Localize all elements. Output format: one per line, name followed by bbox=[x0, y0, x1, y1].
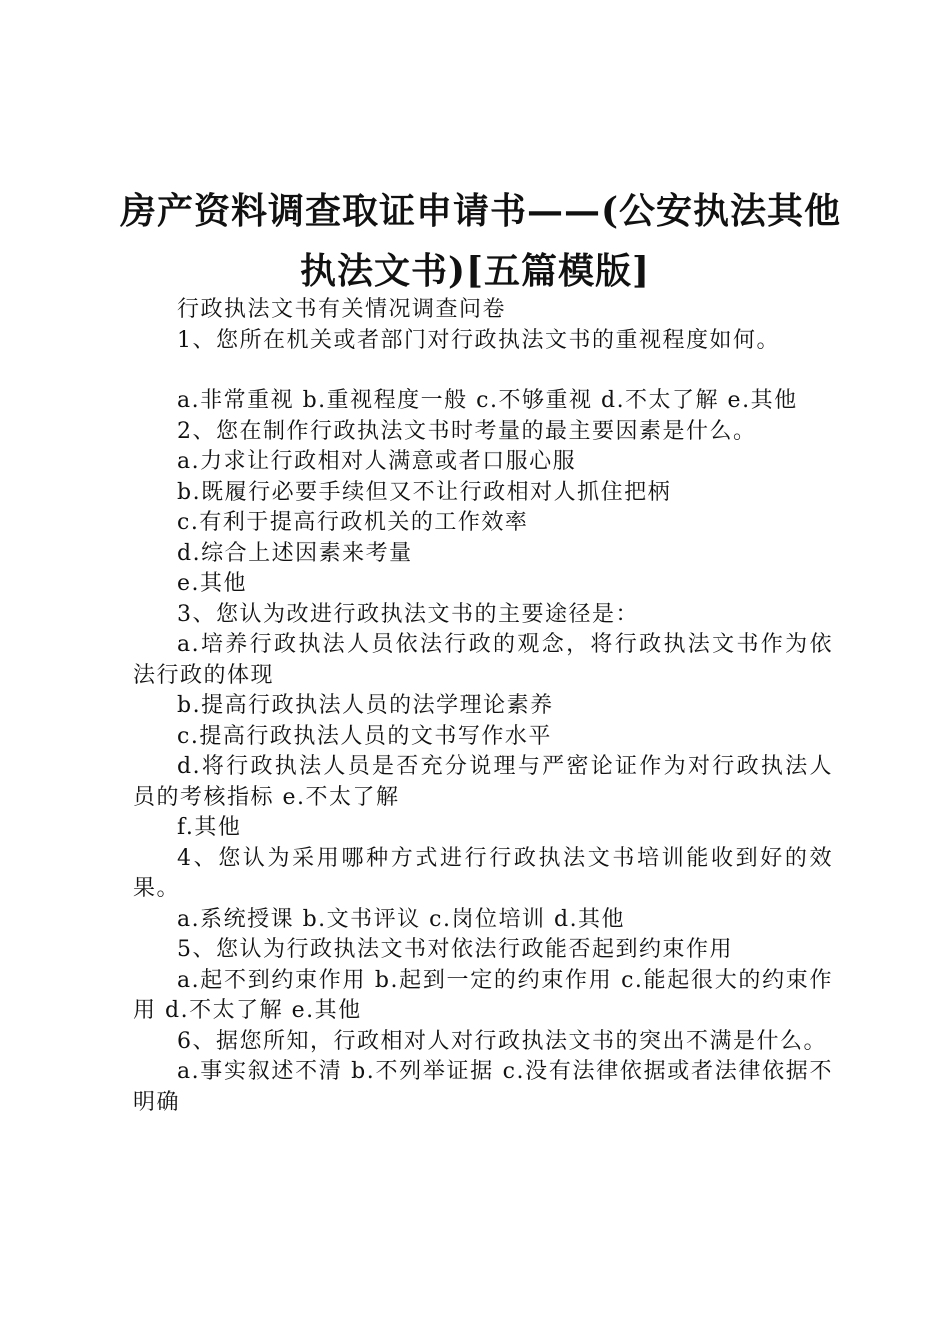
document-title bbox=[120, 188, 842, 294]
survey-heading: 行政执法文书有关情况调查问卷 bbox=[177, 297, 507, 322]
question-3-option-d-e: d.将行政执法人员是否充分说理与严密论证作为对行政执法人员的考核指标 e.不太了解 bbox=[133, 754, 833, 810]
question-1-options: a.非常重视 b.重视程度一般 c.不够重视 d.不太了解 e.其他 bbox=[177, 388, 798, 413]
question-2-option-c: c.有利于提高行政机关的工作效率 bbox=[177, 510, 529, 535]
question-2: 2、您在制作行政执法文书时考量的最主要因素是什么。 bbox=[177, 418, 757, 444]
question-2-option-b: b.既履行必要手续但又不让行政相对人抓住把柄 bbox=[177, 479, 672, 505]
document-body bbox=[133, 295, 833, 1118]
title-line-2: 执法文书)[五篇模版] bbox=[299, 250, 651, 292]
question-3: 3、您认为改进行政执法文书的主要途径是： bbox=[177, 601, 639, 627]
question-4-options: a.系统授课 b.文书评议 c.岗位培训 d.其他 bbox=[177, 906, 626, 932]
question-3-option-c: c.提高行政执法人员的文书写作水平 bbox=[177, 723, 552, 749]
question-3-option-f: f.其他 bbox=[177, 815, 242, 840]
question-1: 1、您所在机关或者部门对行政执法文书的重视程度如何。 bbox=[177, 327, 780, 353]
question-3-option-a: a.培养行政执法人员依法行政的观念，将行政执法文书作为依法行政的体现 bbox=[133, 632, 833, 688]
question-5: 5、您认为行政执法文书对依法行政能否起到约束作用 bbox=[177, 937, 733, 962]
question-6: 6、据您所知，行政相对人对行政执法文书的突出不满是什么。 bbox=[177, 1028, 827, 1054]
question-2-option-e: e.其他 bbox=[177, 571, 248, 596]
question-2-option-a: a.力求让行政相对人满意或者口服心服 bbox=[177, 449, 577, 474]
question-6-options: a.事实叙述不清 b.不列举证据 c.没有法律依据或者法律依据不明确 bbox=[133, 1059, 833, 1115]
question-2-option-d: d.综合上述因素来考量 bbox=[177, 540, 413, 566]
question-3-option-b: b.提高行政执法人员的法学理论素养 bbox=[177, 693, 554, 718]
question-4: 4、您认为采用哪种方式进行行政执法文书培训能收到好的效果。 bbox=[133, 845, 833, 901]
question-5-options: a.起不到约束作用 b.起到一定的约束作用 c.能起很大的约束作用 d.不太了解 e.其他 bbox=[133, 967, 833, 1023]
title-line-1: 房产资料调查取证申请书——(公安执法其他 bbox=[120, 190, 842, 232]
